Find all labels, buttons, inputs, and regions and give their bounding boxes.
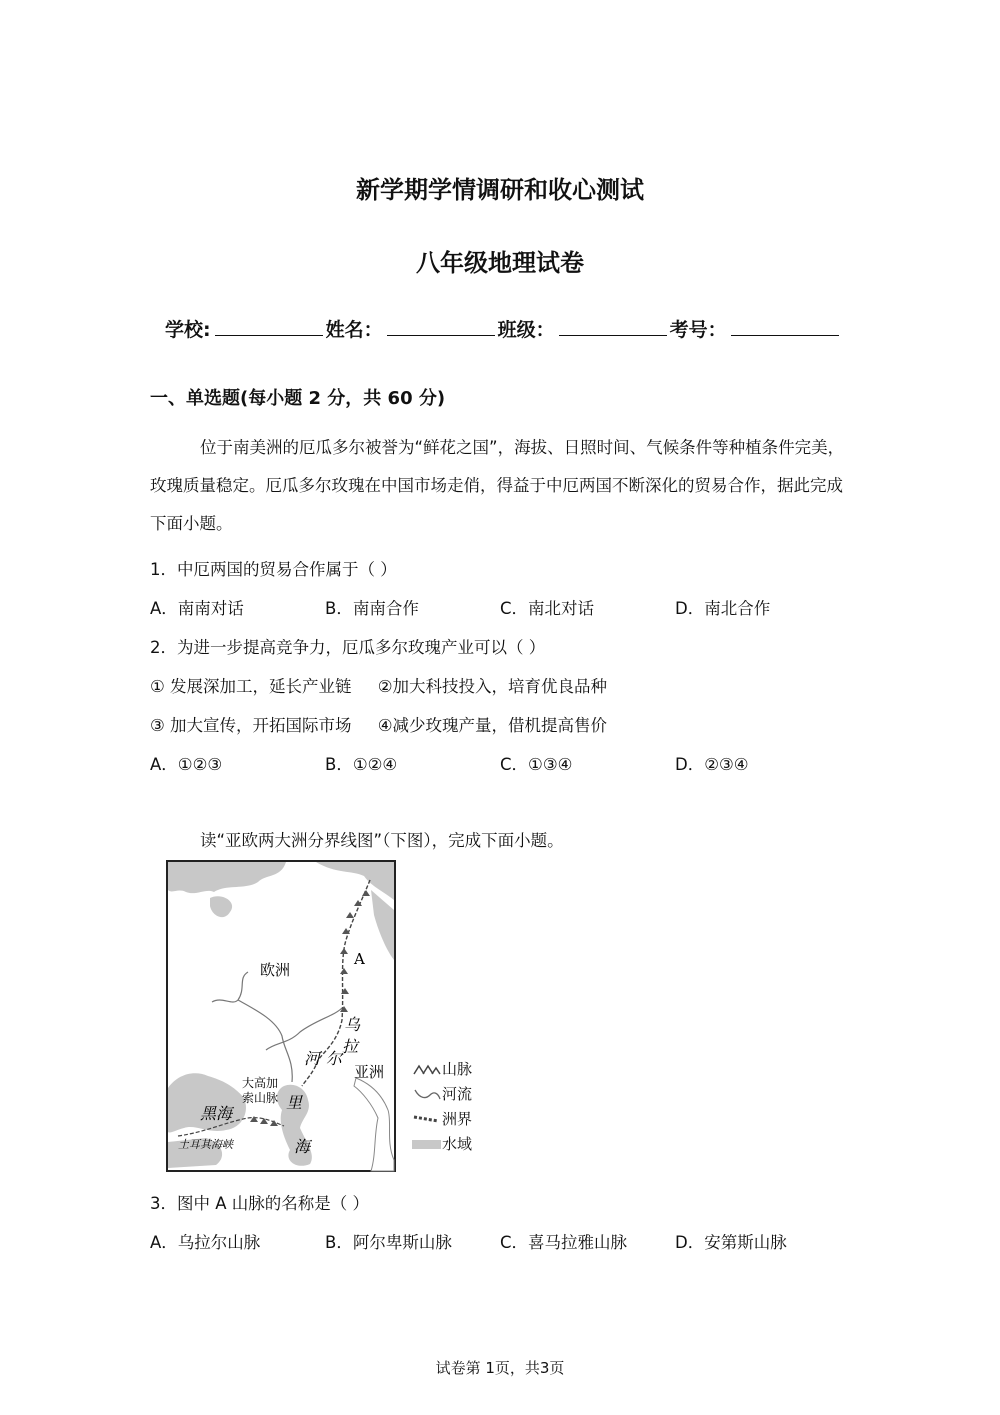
question-2-stem: 2．为进一步提高竞争力，厄瓜多尔玫瑰产业可以（ ） bbox=[150, 638, 546, 657]
q2-items-line-2: ③ 加大宣传，开拓国际市场 ④减少玫瑰产量，借机提高售价 bbox=[150, 716, 608, 735]
legend-label: 水域 bbox=[442, 1135, 473, 1153]
mountain-legend-icon bbox=[412, 1063, 442, 1075]
q2-option-d[interactable]: D．②③④ bbox=[675, 755, 749, 774]
q1-option-b[interactable]: B．南南合作 bbox=[325, 599, 419, 618]
label-turkish-strait: 土耳其海峡 bbox=[178, 1138, 233, 1151]
label-asia: 亚洲 bbox=[354, 1063, 385, 1081]
label-ural-1: 乌 bbox=[344, 1015, 361, 1034]
q1-option-d[interactable]: D．南北合作 bbox=[675, 599, 771, 618]
question-3-stem: 3．图中 A 山脉的名称是（ ） bbox=[150, 1194, 370, 1213]
q1-option-c[interactable]: C．南北对话 bbox=[500, 599, 595, 618]
label-river-1: 河 bbox=[304, 1049, 321, 1068]
label-caspian-2: 海 bbox=[294, 1137, 311, 1156]
water-legend-icon bbox=[412, 1137, 442, 1151]
river-legend-icon bbox=[412, 1087, 442, 1101]
q3-option-c[interactable]: C．喜马拉雅山脉 bbox=[500, 1233, 628, 1252]
q2-option-b[interactable]: B．①②④ bbox=[325, 755, 398, 774]
q3-option-d[interactable]: D．安第斯山脉 bbox=[675, 1233, 787, 1252]
name-label: 姓名： bbox=[325, 319, 383, 341]
q2-option-a[interactable]: A．①②③ bbox=[150, 755, 223, 774]
section-heading: 一、单选题(每小题 2 分，共 60 分) bbox=[150, 388, 446, 409]
number-label: 考号： bbox=[669, 319, 727, 341]
q2-option-c[interactable]: C．①③④ bbox=[500, 755, 573, 774]
legend-water bbox=[412, 1133, 472, 1154]
school-field[interactable] bbox=[215, 315, 323, 336]
boundary-legend-icon bbox=[412, 1112, 442, 1126]
legend-boundary bbox=[412, 1108, 472, 1129]
q3-option-a[interactable]: A．乌拉尔山脉 bbox=[150, 1233, 261, 1252]
legend-label: 山脉 bbox=[442, 1060, 473, 1078]
question-1-stem: 1．中厄两国的贸易合作属于（ ） bbox=[150, 560, 397, 579]
student-info-line bbox=[165, 315, 842, 342]
legend-label: 洲界 bbox=[442, 1110, 473, 1128]
name-field[interactable] bbox=[387, 315, 495, 336]
school-label: 学校: bbox=[165, 319, 211, 341]
label-ural-2: 拉 bbox=[342, 1037, 359, 1056]
label-river-2: 尔 bbox=[326, 1049, 343, 1068]
label-europe: 欧洲 bbox=[260, 961, 291, 979]
legend-label: 河流 bbox=[442, 1085, 473, 1103]
q2-items-line-1: ① 发展深加工，延长产业链 ②加大科技投入，培育优良品种 bbox=[150, 677, 608, 696]
label-a: A bbox=[354, 950, 365, 968]
passage-map-intro: 读“亚欧两大洲分界线图”（下图），完成下面小题。 bbox=[200, 831, 564, 850]
class-label: 班级： bbox=[497, 319, 555, 341]
europe-asia-boundary-map bbox=[166, 860, 396, 1172]
legend-mountain bbox=[412, 1058, 472, 1079]
class-field[interactable] bbox=[559, 315, 667, 336]
label-caucasus-2: 索山脉 bbox=[242, 1091, 279, 1105]
passage-ecuador: 位于南美洲的厄瓜多尔被誉为“鲜花之国”，海拔、日照时间、气候条件等种植条件完美，玫瑰质量稳定。厄瓜多尔玫瑰在中国市场走俏，得益于中厄两国不断深化的贸易合作，据此完成下面小题。 bbox=[150, 438, 845, 533]
q3-option-b[interactable]: B．阿尔卑斯山脉 bbox=[325, 1233, 452, 1252]
q1-option-a[interactable]: A．南南对话 bbox=[150, 599, 244, 618]
exam-subtitle: 八年级地理试卷 bbox=[416, 249, 584, 277]
legend-river bbox=[412, 1083, 472, 1104]
number-field[interactable] bbox=[731, 315, 839, 336]
label-black-sea: 黑海 bbox=[200, 1104, 233, 1123]
page-footer: 试卷第 1页，共3页 bbox=[435, 1359, 565, 1377]
label-caspian-1: 里 bbox=[286, 1093, 303, 1112]
label-caucasus-1: 大高加 bbox=[242, 1076, 279, 1090]
exam-title: 新学期学情调研和收心测试 bbox=[356, 176, 644, 204]
